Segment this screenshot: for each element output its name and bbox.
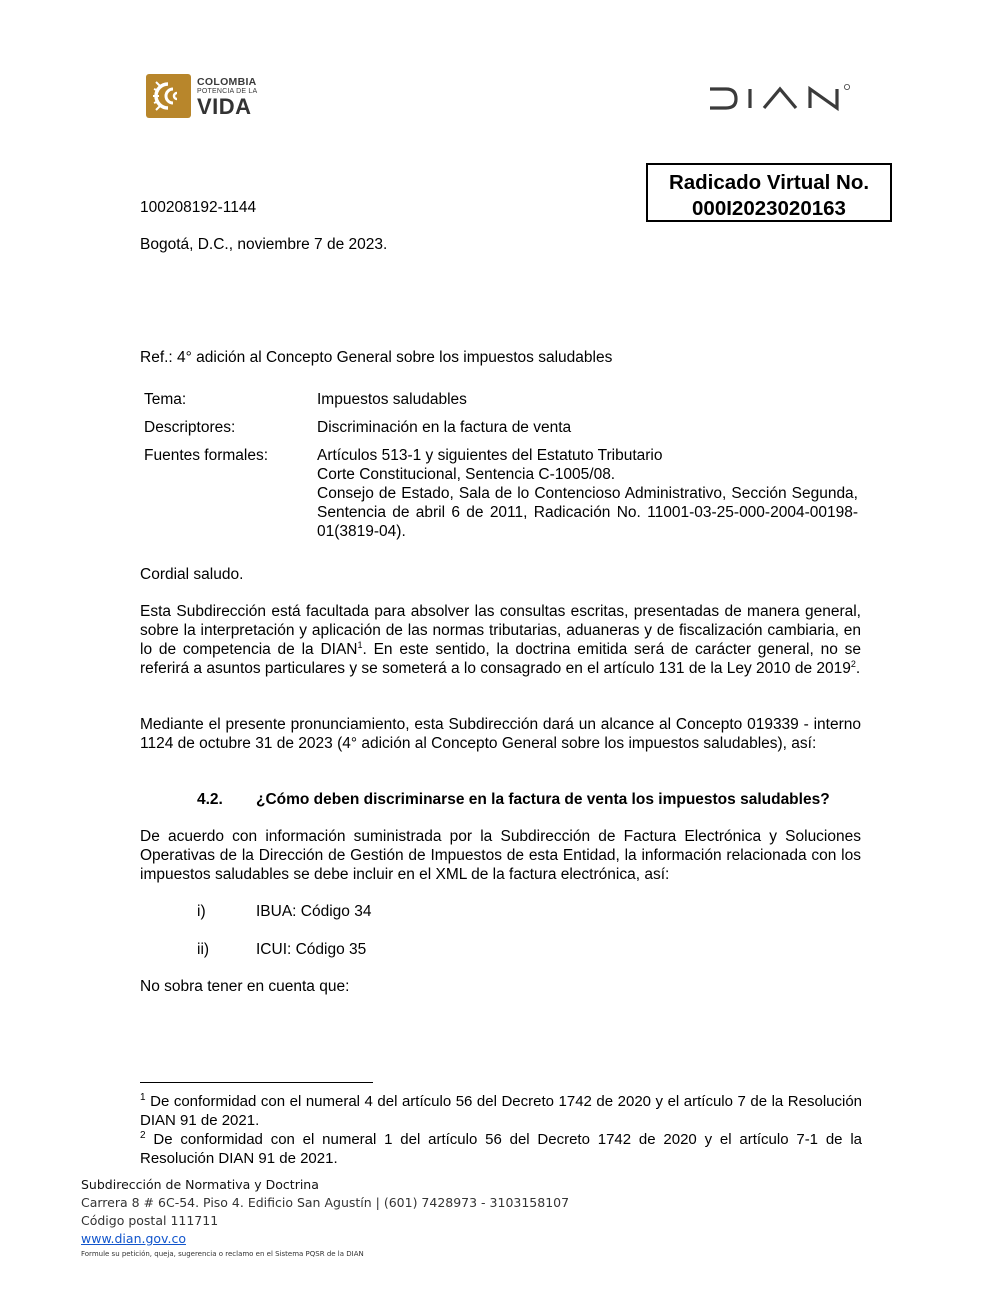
footnote-number: 2 — [140, 1130, 146, 1141]
greeting: Cordial saludo. — [140, 566, 244, 583]
paragraph-xml: De acuerdo con información suministrada por la Subdirección de Factura Electrónica y Soluciones Operativas de la Dirección de Gestión de Impuestos de esta Entidad, la información relacionada con los impuestos saludables se debe incluir en el XML de la factura electrónica, así: — [140, 828, 861, 883]
fuentes-line-2: Corte Constitucional, Sentencia C-1005/08. — [317, 466, 616, 483]
tema-label: Tema: — [144, 391, 187, 408]
radicado-box — [646, 163, 892, 222]
dian-logo-icon — [708, 82, 854, 112]
paragraph-no-sobra: No sobra tener en cuenta que: — [140, 978, 350, 995]
fuentes-value — [317, 446, 862, 550]
descriptores-value: Discriminación en la factura de venta — [317, 419, 572, 436]
footer-address: Carrera 8 # 6C-54. Piso 4. Edificio San Agustín | (601) 7428973 - 3103158107 — [81, 1195, 570, 1210]
paragraph-competencia — [140, 602, 861, 678]
para1-part3: . — [855, 660, 861, 677]
fuentes-line-3: Consejo de Estado, Sala de lo Contencioso Administrativo, Sección Segunda, Sentencia de abril 6 de 2011, Radicación No. 11001-03-25-000-2004-00198-01(3819-04). — [317, 485, 858, 540]
para1-part1: Esta Subdirección está facultada para absolver las consultas escritas, presentadas de manera general, sobre la interpretación y aplicación de las normas tributarias, aduaneras y de fiscalización cambiaria, en lo de competencia de la DIAN — [140, 603, 861, 658]
footnote-2 — [140, 1130, 862, 1168]
footer-pqsr: Formule su petición, queja, sugerencia o reclamo en el Sistema PQSR de la DIAN — [81, 1250, 364, 1258]
footnote-text: De conformidad con el numeral 1 del artículo 56 del Decreto 1742 de 2020 y el artículo 7-1 de la Resolución DIAN 91 de 2021. — [140, 1131, 862, 1167]
dian-logo — [708, 82, 854, 112]
section-title: ¿Cómo deben discriminarse en la factura de venta los impuestos saludables? — [256, 791, 830, 808]
list-item: ICUI: Código 35 — [256, 941, 367, 958]
footer-website-link[interactable]: www.dian.gov.co — [81, 1231, 186, 1246]
tema-value: Impuestos saludables — [317, 391, 467, 408]
metadata-row-tema — [140, 390, 862, 418]
colombia-logo-mark-icon — [146, 74, 191, 118]
footnote-separator — [140, 1082, 373, 1083]
list-marker: i) — [197, 903, 206, 920]
descriptores-label: Descriptores: — [144, 419, 236, 436]
list-item: IBUA: Código 34 — [256, 903, 372, 920]
place-date: Bogotá, D.C., noviembre 7 de 2023. — [140, 236, 388, 253]
footer-postal: Código postal 111711 — [81, 1213, 219, 1228]
list-marker: ii) — [197, 941, 210, 958]
footnote-ref-2: 2 — [850, 658, 856, 669]
metadata-row-descriptores — [140, 418, 862, 446]
footnote-1 — [140, 1092, 862, 1130]
colombia-logo-line2: POTENCIA DE LA — [197, 88, 258, 95]
footnote-number: 1 — [140, 1092, 146, 1103]
para1-part2: . En este sentido, la doctrina emitida será de carácter general, no se referirá a asuntos particulares y se someterá a lo consagrado en el artículo 131 de la Ley 2010 de 2019 — [140, 641, 861, 677]
footnote-text: De conformidad con el numeral 4 del artículo 56 del Decreto 1742 de 2020 y el artículo 7 de la Resolución DIAN 91 de 2021. — [140, 1093, 863, 1129]
radicado-number: 000I2023020163 — [692, 197, 846, 220]
radicado-title: Radicado Virtual No. — [668, 171, 870, 194]
fuentes-line-1: Artículos 513-1 y siguientes del Estatuto Tributario — [317, 447, 663, 464]
metadata-row-fuentes — [140, 446, 862, 550]
paragraph-pronunciamiento: Mediante el presente pronunciamiento, esta Subdirección dará un alcance al Concepto 019339 - interno 1124 de octubre 31 de 2023 (4° adición al Concepto General sobre los impuestos saludables), así: — [140, 716, 861, 752]
section-number: 4.2. — [197, 791, 223, 808]
fuentes-label: Fuentes formales: — [144, 447, 269, 464]
colombia-logo-line3: VIDA — [197, 94, 252, 119]
colombia-logo-line1: COLOMBIA — [197, 76, 257, 88]
document-number: 100208192-1144 — [140, 199, 257, 216]
footer-office: Subdirección de Normativa y Doctrina — [81, 1177, 319, 1192]
colombia-potencia-vida-logo — [146, 74, 271, 120]
metadata-table — [140, 390, 862, 550]
reference: Ref.: 4° adición al Concepto General sobre los impuestos saludables — [140, 349, 613, 366]
footnote-ref-1: 1 — [357, 639, 363, 650]
